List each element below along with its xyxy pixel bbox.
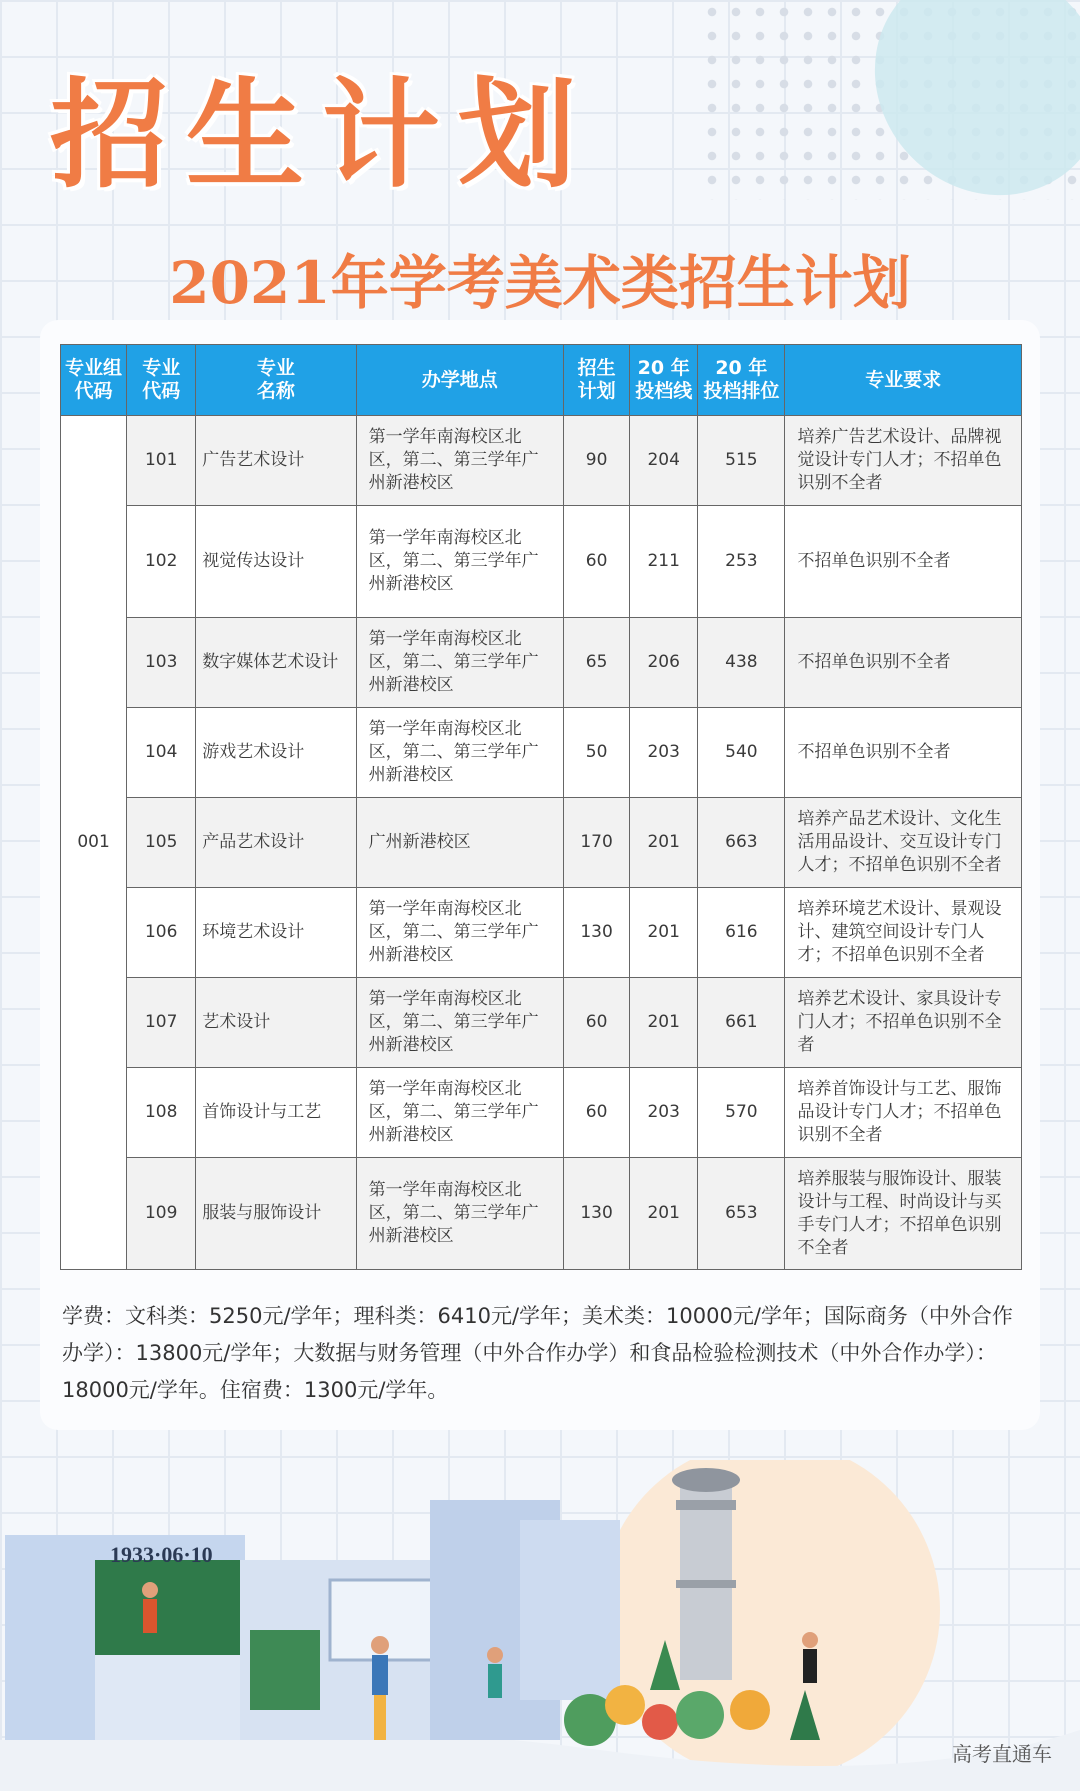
campus-gate — [5, 1500, 620, 1740]
group-code-cell: 001 — [61, 416, 127, 1270]
source-watermark: 高考直通车 — [952, 1742, 1052, 1766]
page-subtitle: 2021年学考美术类招生计划 — [169, 249, 911, 317]
location: 第一学年南海校区北区，第二、第三学年广州新港校区 — [356, 1068, 563, 1158]
table-row — [61, 506, 1022, 618]
major-name: 广告艺术设计 — [196, 416, 356, 506]
location: 广州新港校区 — [356, 798, 563, 888]
admission-rank: 653 — [698, 1158, 785, 1270]
major-code: 103 — [127, 618, 196, 708]
plan-count: 90 — [564, 416, 630, 506]
admission-score: 201 — [630, 888, 698, 978]
header-plan: 招生 计划 — [564, 345, 630, 416]
table-header-row — [61, 345, 1022, 416]
plan-count: 130 — [564, 1158, 630, 1270]
major-code: 102 — [127, 506, 196, 618]
requirement: 不招单色识别不全者 — [785, 708, 1022, 798]
major-name: 视觉传达设计 — [196, 506, 356, 618]
table-row — [61, 416, 1022, 506]
enrollment-plan-table — [60, 344, 1022, 1270]
admission-rank: 661 — [698, 978, 785, 1068]
plan-count: 60 — [564, 506, 630, 618]
admission-score: 203 — [630, 1068, 698, 1158]
location: 第一学年南海校区北区，第二、第三学年广州新港校区 — [356, 978, 563, 1068]
admission-rank: 540 — [698, 708, 785, 798]
requirement: 培养首饰设计与工艺、服饰品设计专门人才；不招单色识别不全者 — [785, 1068, 1022, 1158]
requirement: 不招单色识别不全者 — [785, 618, 1022, 708]
gate-date: 1933·06·10 — [110, 1542, 213, 1567]
location: 第一学年南海校区北区，第二、第三学年广州新港校区 — [356, 506, 563, 618]
major-code: 105 — [127, 798, 196, 888]
plan-count: 170 — [564, 798, 630, 888]
major-name: 首饰设计与工艺 — [196, 1068, 356, 1158]
banner-title: 招生计划 — [50, 65, 595, 204]
header-location: 办学地点 — [356, 345, 563, 416]
location: 第一学年南海校区北区，第二、第三学年广州新港校区 — [356, 618, 563, 708]
requirement: 培养服装与服饰设计、服装设计与工程、时尚设计与买手专门人才；不招单色识别不全者 — [785, 1158, 1022, 1270]
admission-score: 204 — [630, 416, 698, 506]
major-name: 游戏艺术设计 — [196, 708, 356, 798]
major-name: 服装与服饰设计 — [196, 1158, 356, 1270]
admission-score: 203 — [630, 708, 698, 798]
table-row — [61, 1158, 1022, 1270]
table-row — [61, 618, 1022, 708]
table-row — [61, 978, 1022, 1068]
clock-tower — [672, 1468, 740, 1680]
major-code: 108 — [127, 1068, 196, 1158]
major-name: 环境艺术设计 — [196, 888, 356, 978]
major-name: 产品艺术设计 — [196, 798, 356, 888]
requirement: 不招单色识别不全者 — [785, 506, 1022, 618]
admission-rank: 253 — [698, 506, 785, 618]
header-rank: 20 年 投档排位 — [698, 345, 785, 416]
location: 第一学年南海校区北区，第二、第三学年广州新港校区 — [356, 1158, 563, 1270]
location: 第一学年南海校区北区，第二、第三学年广州新港校区 — [356, 708, 563, 798]
requirement: 培养产品艺术设计、文化生活用品设计、交互设计专门人才；不招单色识别不全者 — [785, 798, 1022, 888]
plan-count: 60 — [564, 1068, 630, 1158]
plan-count: 130 — [564, 888, 630, 978]
major-code: 101 — [127, 416, 196, 506]
campus-illustration — [0, 1460, 1080, 1791]
admission-rank: 438 — [698, 618, 785, 708]
header-group-code: 专业组 代码 — [61, 345, 127, 416]
plan-count: 50 — [564, 708, 630, 798]
table-row — [61, 1068, 1022, 1158]
major-code: 107 — [127, 978, 196, 1068]
location: 第一学年南海校区北区，第二、第三学年广州新港校区 — [356, 416, 563, 506]
admission-rank: 663 — [698, 798, 785, 888]
admission-score: 206 — [630, 618, 698, 708]
header-major-code: 专业 代码 — [127, 345, 196, 416]
admission-rank: 570 — [698, 1068, 785, 1158]
major-code: 104 — [127, 708, 196, 798]
admission-score: 201 — [630, 978, 698, 1068]
admission-score: 201 — [630, 1158, 698, 1270]
requirement: 培养广告艺术设计、品牌视觉设计专门人才；不招单色识别不全者 — [785, 416, 1022, 506]
admission-score: 211 — [630, 506, 698, 618]
table-row — [61, 798, 1022, 888]
admission-score: 201 — [630, 798, 698, 888]
major-name: 艺术设计 — [196, 978, 356, 1068]
requirement: 培养艺术设计、家具设计专门人才；不招单色识别不全者 — [785, 978, 1022, 1068]
location: 第一学年南海校区北区，第二、第三学年广州新港校区 — [356, 888, 563, 978]
table-row — [61, 888, 1022, 978]
table-row — [61, 708, 1022, 798]
admission-rank: 616 — [698, 888, 785, 978]
major-name: 数字媒体艺术设计 — [196, 618, 356, 708]
header-requirement: 专业要求 — [785, 345, 1022, 416]
major-code: 106 — [127, 888, 196, 978]
plan-count: 65 — [564, 618, 630, 708]
requirement: 培养环境艺术设计、景观设计、建筑空间设计专门人才；不招单色识别不全者 — [785, 888, 1022, 978]
admission-rank: 515 — [698, 416, 785, 506]
tuition-fee-note: 学费：文科类：5250元/学年；理科类：6410元/学年；美术类：10000元/学年；国际商务（中外合作办学）：13800元/学年；大数据与财务管理（中外合作办学）和食品检验检测技术（中外合作办学）：18000元/学年。住宿费：1300元/学年。 — [62, 1304, 1013, 1402]
plan-count: 60 — [564, 978, 630, 1068]
header-major-name: 专业 名称 — [196, 345, 356, 416]
header-score: 20 年 投档线 — [630, 345, 698, 416]
major-code: 109 — [127, 1158, 196, 1270]
